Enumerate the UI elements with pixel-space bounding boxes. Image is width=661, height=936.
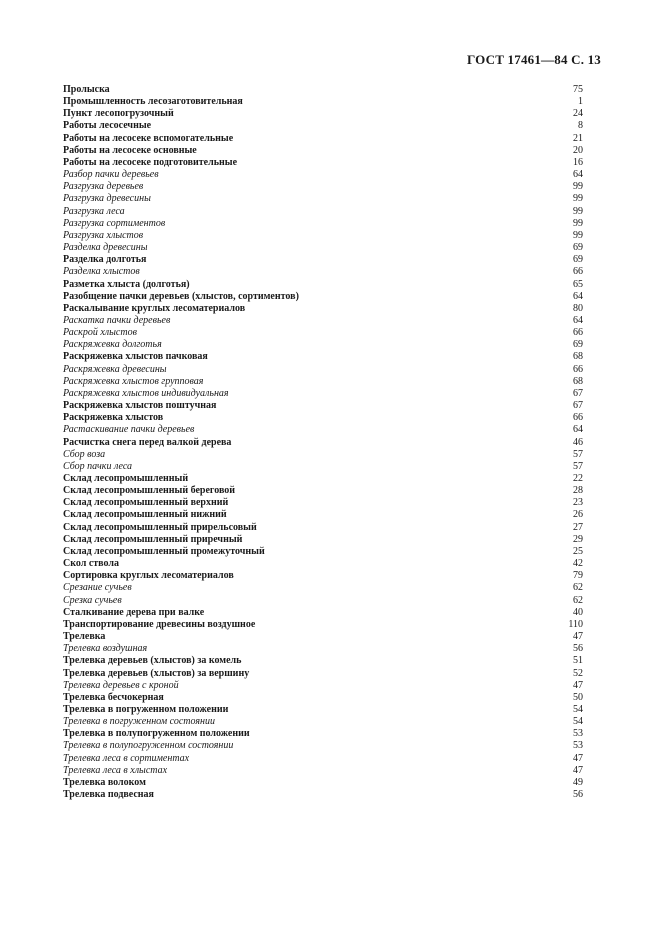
index-term: Склад лесопромышленный береговой [63, 485, 236, 497]
index-page-number: 53 [573, 728, 583, 740]
index-entry [63, 412, 583, 424]
index-term: Раскряжевка долготья [63, 339, 162, 351]
index-term: Раскряжевка древесины [63, 363, 167, 375]
index-term: Трелевка леса в хлыстах [63, 764, 168, 776]
index-entry [63, 266, 583, 278]
index-term: Работы на лесосеке подготовительные [63, 156, 238, 168]
index-entry [63, 206, 583, 218]
index-entry [63, 376, 583, 388]
index-entry [63, 327, 583, 339]
index-entry [63, 740, 583, 752]
index-entry [63, 169, 583, 181]
index-term: Расчистка снега перед валкой дерева [63, 436, 232, 448]
index-entry [63, 351, 583, 363]
index-term: Склад лесопромышленный промежуточный [63, 545, 265, 557]
index-term: Трелевка в погруженном состоянии [63, 716, 215, 728]
index-entry [63, 315, 583, 327]
index-page-number: 47 [573, 752, 583, 764]
index-term: Разгрузка древесины [63, 193, 151, 205]
index-entry [63, 400, 583, 412]
index-page-number: 79 [573, 570, 583, 582]
index-page-number: 64 [573, 424, 583, 436]
index-page-number: 40 [573, 606, 583, 618]
index-entry [63, 84, 583, 96]
index-entry [63, 789, 583, 801]
index-term: Работы на лесосеке основные [63, 144, 197, 156]
index-term: Трелевка [63, 631, 106, 643]
index-entry [63, 279, 583, 291]
index-entry [63, 716, 583, 728]
index-page-number: 110 [568, 618, 583, 630]
index-term: Раскряжевка хлыстов [63, 412, 164, 424]
index-entry [63, 339, 583, 351]
index-term: Сортировка круглых лесоматериалов [63, 570, 234, 582]
index-entry [63, 388, 583, 400]
index-page-number: 64 [573, 314, 583, 326]
index-page-number: 80 [573, 302, 583, 314]
index-entry [63, 230, 583, 242]
index-entry [63, 291, 583, 303]
index-term: Раскрой хлыстов [63, 327, 137, 339]
index-term: Работы лесосечные [63, 120, 152, 132]
index-page-number: 25 [573, 545, 583, 557]
index-term: Трелевка бесчокерная [63, 691, 164, 703]
index-term: Промышленность лесозаготовительная [63, 96, 243, 108]
index-page-number: 68 [573, 351, 583, 363]
index-entry [63, 534, 583, 546]
index-page-number: 26 [573, 509, 583, 521]
index-page-number: 16 [573, 156, 583, 168]
index-entry [63, 704, 583, 716]
index-entry [63, 570, 583, 582]
index-entry [63, 582, 583, 594]
index-entry [63, 546, 583, 558]
index-page-number: 27 [573, 521, 583, 533]
index-term: Растаскивание пачки деревьев [63, 424, 195, 436]
index-page-number: 68 [573, 375, 583, 387]
index-term: Трелевка деревьев (хлыстов) за комель [63, 655, 242, 667]
index-page-number: 47 [573, 764, 583, 776]
index-page-number: 99 [573, 193, 583, 205]
index-page-number: 23 [573, 497, 583, 509]
index-page-number: 66 [573, 266, 583, 278]
index-page-number: 99 [573, 205, 583, 217]
index-page-number: 24 [573, 108, 583, 120]
index-page-number: 22 [573, 473, 583, 484]
page-header: ГОСТ 17461—84 С. 13 [467, 52, 601, 67]
index-page-number: 51 [573, 655, 583, 667]
index-entry [63, 728, 583, 740]
index-page-number: 99 [573, 217, 583, 229]
index-term: Склад лесопромышленный нижний [63, 509, 227, 521]
index-page-number: 67 [573, 400, 583, 412]
index-page-number: 57 [573, 448, 583, 460]
index-term: Разметка хлыста (долготья) [63, 278, 190, 290]
index-entry [63, 424, 583, 436]
index-page-number: 20 [573, 144, 583, 156]
index-page-number: 64 [573, 169, 583, 181]
index-entry [63, 680, 583, 692]
index-page-number: 29 [573, 533, 583, 545]
index-entry [63, 509, 583, 521]
index-term: Трелевка волоком [63, 776, 146, 788]
index-term: Трелевка подвесная [63, 789, 154, 801]
index-entry [63, 181, 583, 193]
index-term: Трелевка в погруженном положении [63, 703, 229, 715]
index-page-number: 52 [573, 667, 583, 679]
index-entry [63, 437, 583, 449]
index-term: Склад лесопромышленный верхний [63, 497, 229, 509]
index-term: Разбор пачки деревьев [63, 169, 159, 181]
index-page-number: 47 [573, 679, 583, 691]
index-page-number: 56 [573, 789, 583, 801]
index-page-number: 66 [573, 363, 583, 375]
index-page-number: 75 [573, 84, 583, 95]
index-term: Разобщение пачки деревьев (хлыстов, сортиментов) [63, 290, 299, 302]
index-page-number: 28 [573, 485, 583, 497]
index-term: Разгрузка хлыстов [63, 229, 144, 241]
index-entry [63, 777, 583, 789]
index-page-number: 99 [573, 229, 583, 241]
index-entry [63, 108, 583, 120]
index-page-number: 69 [573, 242, 583, 254]
index-term: Срезка сучьев [63, 594, 122, 606]
index-term: Трелевка леса в сортиментах [63, 752, 190, 764]
index-entry [63, 619, 583, 631]
index-entry [63, 120, 583, 132]
index-page-number: 47 [573, 631, 583, 643]
index-term: Раскряжевка хлыстов поштучная [63, 400, 217, 412]
index-entry [63, 522, 583, 534]
index-term: Транспортирование древесины воздушное [63, 618, 256, 630]
index-page-number: 54 [573, 716, 583, 728]
index-entry [63, 193, 583, 205]
index-page-number: 49 [573, 776, 583, 788]
index-entry [63, 643, 583, 655]
index-term: Разделка хлыстов [63, 266, 140, 278]
index-term: Раскряжевка хлыстов пачковая [63, 351, 208, 363]
index-page-number: 66 [573, 327, 583, 339]
index-term: Раскатка пачки деревьев [63, 314, 171, 326]
term-index-list [63, 84, 583, 801]
index-page-number: 64 [573, 290, 583, 302]
index-page-number: 54 [573, 703, 583, 715]
index-entry [63, 595, 583, 607]
index-page-number: 62 [573, 582, 583, 594]
index-entry [63, 753, 583, 765]
index-term: Трелевка деревьев с кроной [63, 679, 179, 691]
index-term: Раскряжевка хлыстов индивидуальная [63, 387, 229, 399]
index-entry [63, 558, 583, 570]
index-term: Разгрузка сортиментов [63, 217, 166, 229]
index-term: Пункт лесопогрузочный [63, 108, 174, 120]
index-page-number: 69 [573, 254, 583, 266]
index-page-number: 42 [573, 558, 583, 570]
index-page-number: 62 [573, 594, 583, 606]
index-entry [63, 692, 583, 704]
index-entry [63, 96, 583, 108]
index-entry [63, 449, 583, 461]
index-page-number: 57 [573, 460, 583, 472]
index-page-number: 65 [573, 278, 583, 290]
index-term: Сталкивание дерева при валке [63, 606, 205, 618]
index-entry [63, 485, 583, 497]
index-page-number: 99 [573, 181, 583, 193]
index-page-number: 56 [573, 643, 583, 655]
index-page-number: 67 [573, 387, 583, 399]
index-entry [63, 461, 583, 473]
index-page-number: 8 [578, 120, 583, 132]
index-entry [63, 303, 583, 315]
index-page-number: 1 [578, 96, 583, 108]
index-term: Сбор воза [63, 448, 106, 460]
index-entry [63, 364, 583, 376]
index-term: Разделка долготья [63, 254, 147, 266]
index-term: Трелевка в полупогруженном положении [63, 728, 250, 740]
index-entry [63, 133, 583, 145]
index-term: Раскалывание круглых лесоматериалов [63, 302, 246, 314]
index-page-number: 53 [573, 740, 583, 752]
index-entry [63, 765, 583, 777]
index-term: Разгрузка леса [63, 205, 125, 217]
index-entry [63, 242, 583, 254]
index-page-number: 66 [573, 412, 583, 424]
index-page-number: 21 [573, 132, 583, 144]
index-entry [63, 145, 583, 157]
index-entry [63, 254, 583, 266]
index-entry [63, 218, 583, 230]
index-entry [63, 607, 583, 619]
index-term: Разгрузка деревьев [63, 181, 144, 193]
index-term: Трелевка в полупогруженном состоянии [63, 740, 234, 752]
index-entry [63, 157, 583, 169]
index-page-number: 69 [573, 339, 583, 351]
index-entry [63, 497, 583, 509]
index-term: Пролыска [63, 84, 110, 95]
index-term: Сбор пачки леса [63, 460, 133, 472]
index-term: Склад лесопромышленный [63, 473, 189, 484]
index-entry [63, 655, 583, 667]
index-term: Срезание сучьев [63, 582, 132, 594]
index-page-number: 46 [573, 436, 583, 448]
index-entry [63, 668, 583, 680]
index-entry [63, 631, 583, 643]
index-term: Скол ствола [63, 558, 119, 570]
index-term: Раскряжевка хлыстов групповая [63, 375, 204, 387]
index-page-number: 50 [573, 691, 583, 703]
index-entry [63, 473, 583, 485]
index-term: Трелевка воздушная [63, 643, 148, 655]
index-term: Склад лесопромышленный прирельсовый [63, 521, 257, 533]
index-term: Разделка древесины [63, 242, 148, 254]
index-term: Работы на лесосеке вспомогательные [63, 132, 234, 144]
index-term: Склад лесопромышленный приречный [63, 533, 243, 545]
index-term: Трелевка деревьев (хлыстов) за вершину [63, 667, 250, 679]
